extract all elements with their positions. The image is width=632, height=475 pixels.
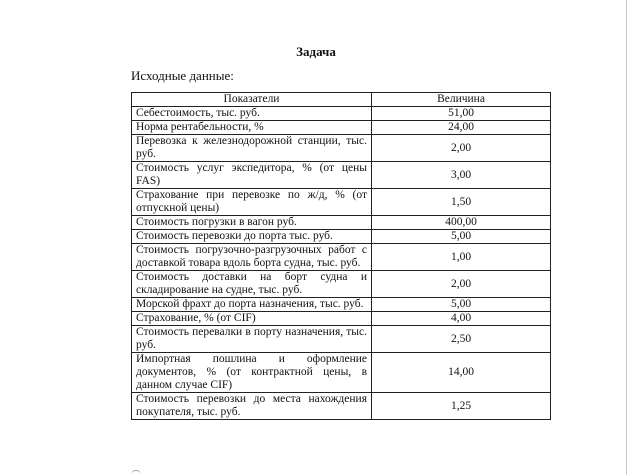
header-indicator: Показатели xyxy=(132,93,372,107)
document-title: Задача xyxy=(296,44,336,59)
table-row xyxy=(132,230,551,244)
row-indicator: Себестоимость, тыс. руб. xyxy=(132,107,372,121)
row-value: 400,00 xyxy=(372,216,551,230)
row-indicator: Стоимость перевозки до порта тыс. руб. xyxy=(132,230,372,244)
row-value: 2,00 xyxy=(372,135,551,162)
row-indicator: Стоимость перевалки в порту назначения, тыс. руб. xyxy=(132,326,372,353)
table-row xyxy=(132,135,551,162)
table-row xyxy=(132,271,551,298)
row-value: 2,00 xyxy=(372,271,551,298)
row-indicator: Перевозка к железнодорожной станции, тыс. руб. xyxy=(132,135,372,162)
row-indicator: Стоимость доставки на борт судна и складирование на судне, тыс. руб. xyxy=(132,271,372,298)
row-value: 1,00 xyxy=(372,244,551,271)
cut-off-text-fragment xyxy=(131,470,141,475)
row-value: 1,50 xyxy=(372,189,551,216)
row-value: 14,00 xyxy=(372,353,551,393)
row-value: 3,00 xyxy=(372,162,551,189)
header-value: Величина xyxy=(372,93,551,107)
table-row xyxy=(132,121,551,135)
row-indicator: Стоимость погрузочно-разгрузочных работ с доставкой товара вдоль борта судна, тыс. руб. xyxy=(132,244,372,271)
row-value: 24,00 xyxy=(372,121,551,135)
row-indicator: Страхование, % (от CIF) xyxy=(132,312,372,326)
source-data-table xyxy=(131,92,551,420)
page-edge-line xyxy=(626,0,627,475)
row-value: 2,50 xyxy=(372,326,551,353)
table-row xyxy=(132,162,551,189)
intro-text: Исходные данные: xyxy=(131,68,234,83)
table-row xyxy=(132,189,551,216)
row-indicator: Стоимость перевозки до места нахождения покупателя, тыс. руб. xyxy=(132,393,372,420)
table-header-row xyxy=(132,93,551,107)
table-row xyxy=(132,244,551,271)
table-row xyxy=(132,298,551,312)
table-row xyxy=(132,326,551,353)
table-row xyxy=(132,107,551,121)
row-indicator: Импортная пошлина и оформление документов, % (от контрактной цены, в данном случае CIF) xyxy=(132,353,372,393)
row-value: 5,00 xyxy=(372,230,551,244)
table-row xyxy=(132,393,551,420)
row-indicator: Норма рентабельности, % xyxy=(132,121,372,135)
table-row xyxy=(132,312,551,326)
row-indicator: Морской фрахт до порта назначения, тыс. руб. xyxy=(132,298,372,312)
row-indicator: Стоимость погрузки в вагон руб. xyxy=(132,216,372,230)
row-indicator: Страхование при перевозке по ж/д, % (от отпускной цены) xyxy=(132,189,372,216)
row-indicator: Стоимость услуг экспедитора, % (от цены FAS) xyxy=(132,162,372,189)
table-row xyxy=(132,353,551,393)
row-value: 1,25 xyxy=(372,393,551,420)
table-row xyxy=(132,216,551,230)
row-value: 51,00 xyxy=(372,107,551,121)
row-value: 4,00 xyxy=(372,312,551,326)
row-value: 5,00 xyxy=(372,298,551,312)
